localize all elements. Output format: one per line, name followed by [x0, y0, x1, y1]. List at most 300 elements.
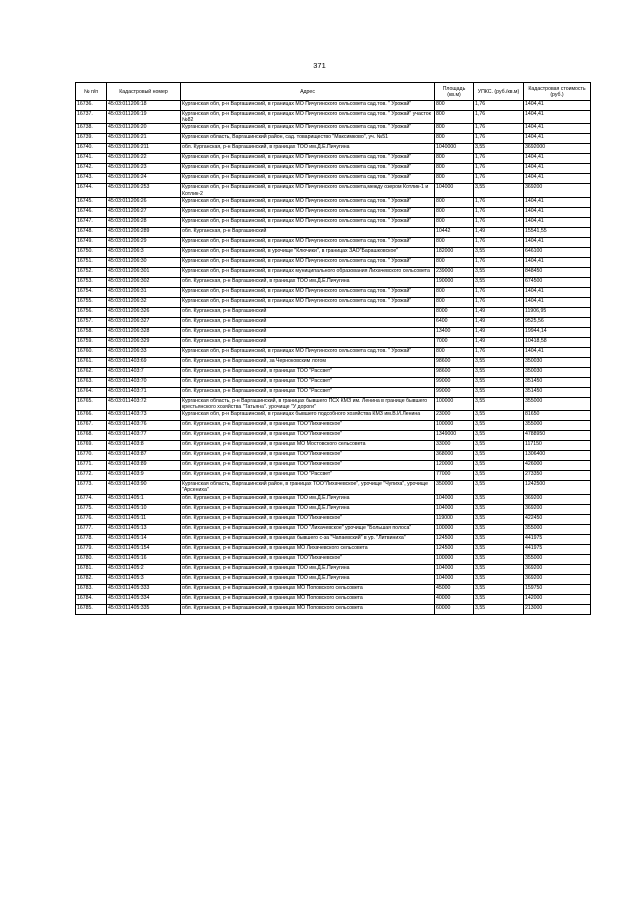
row-number: 16762. — [76, 367, 107, 377]
upks: 1,76 — [474, 111, 524, 124]
table-row — [76, 431, 591, 441]
upks: 3,55 — [474, 184, 524, 197]
upks: 3,55 — [474, 377, 524, 387]
cadastral-number: 45:03:011206:31 — [107, 287, 181, 297]
cadastral-number: 45:03:011206:301 — [107, 267, 181, 277]
table-row — [76, 101, 591, 111]
cadastral-number: 45:03:011403:9 — [107, 471, 181, 481]
upks: 3,55 — [474, 387, 524, 397]
cadastral-cost: 1404,41 — [524, 297, 591, 307]
upks: 1,76 — [474, 347, 524, 357]
cadastral-cost: 351450 — [524, 377, 591, 387]
table-row — [76, 247, 591, 257]
cadastral-cost: 1404,41 — [524, 164, 591, 174]
row-number: 16775. — [76, 504, 107, 514]
upks: 3,55 — [474, 247, 524, 257]
cadastral-cost: 4788950 — [524, 431, 591, 441]
table-row — [76, 377, 591, 387]
row-number: 16756. — [76, 307, 107, 317]
area: 10442 — [435, 227, 474, 237]
table-row — [76, 134, 591, 144]
address: Курганская обл, р-н Варгашинский, в границах МО Пичугинского сельсовета сад.тов. " Урожай" — [181, 347, 435, 357]
address: обл. Курганская, р-н Варгашинский, в границах ТОО "Рассвет" — [181, 471, 435, 481]
address: Курганская обл, р-н Варгашинский, в границах МО Пичугинского сельсовета сад.тов. " Урожай" — [181, 154, 435, 164]
table-row — [76, 471, 591, 481]
cadastral-number: 45:03:011206:27 — [107, 207, 181, 217]
table-row — [76, 504, 591, 514]
address: обл. Курганская, р-н Варгашинский, в границах ТОО им.Д.Е.Пичугина — [181, 504, 435, 514]
cadastral-cost: 355000 — [524, 524, 591, 534]
row-number: 16776. — [76, 514, 107, 524]
area: 104000 — [435, 494, 474, 504]
area: 800 — [435, 207, 474, 217]
area: 800 — [435, 164, 474, 174]
upks: 3,55 — [474, 514, 524, 524]
upks: 3,55 — [474, 411, 524, 421]
area: 800 — [435, 101, 474, 111]
cadastral-cost: 674500 — [524, 277, 591, 287]
table-row — [76, 111, 591, 124]
area: 190000 — [435, 277, 474, 287]
row-number: 16740. — [76, 144, 107, 154]
area: 239000 — [435, 267, 474, 277]
row-number: 16774. — [76, 494, 107, 504]
cadastral-number: 45:03:011405:2 — [107, 564, 181, 574]
row-number: 16769. — [76, 441, 107, 451]
upks: 3,55 — [474, 504, 524, 514]
upks: 1,76 — [474, 237, 524, 247]
cadastral-number: 45:03:011403:70 — [107, 377, 181, 387]
cadastral-cost: 1242500 — [524, 481, 591, 494]
header-cadastral-number: Кадастровый номер — [107, 83, 181, 101]
table-row — [76, 514, 591, 524]
cadastral-cost: 11906,95 — [524, 307, 591, 317]
address: обл. Курганская, р-н Варгашинский, в границах ТОО"Лихачевское" — [181, 451, 435, 461]
address: Курганская обл, р-н Варгашинский, в границах МО Пичугинского сельсовета сад.тов. " Урожай" — [181, 197, 435, 207]
row-number: 16782. — [76, 574, 107, 584]
cadastral-number: 45:03:011206:326 — [107, 307, 181, 317]
row-number: 16766. — [76, 411, 107, 421]
table-row — [76, 594, 591, 604]
header-area: Площадь (кв.м) — [435, 83, 474, 101]
upks: 3,55 — [474, 431, 524, 441]
table-row — [76, 267, 591, 277]
cadastral-cost: 646100 — [524, 247, 591, 257]
area: 100000 — [435, 524, 474, 534]
row-number: 16748. — [76, 227, 107, 237]
address: обл. Курганская, р-н Варгашинский — [181, 227, 435, 237]
cadastral-number: 45:03:011206:23 — [107, 164, 181, 174]
cadastral-number: 45:03:011206:211 — [107, 144, 181, 154]
cadastral-cost: 426000 — [524, 461, 591, 471]
header-address: Адрес — [181, 83, 435, 101]
cadastral-number: 45:03:011206:20 — [107, 124, 181, 134]
row-number: 16772. — [76, 471, 107, 481]
cadastral-number: 45:03:011206:22 — [107, 154, 181, 164]
upks: 1,49 — [474, 227, 524, 237]
row-number: 16754. — [76, 287, 107, 297]
row-number: 16741. — [76, 154, 107, 164]
cadastral-number: 45:03:011206:289 — [107, 227, 181, 237]
address: обл. Курганская, р-н Варгашинский, в границах ТОО"Лихачевское" — [181, 431, 435, 441]
address: обл. Курганская, р-н Варгашинский, в границах ТОО"Лихачевское" — [181, 461, 435, 471]
row-number: 16753. — [76, 277, 107, 287]
area: 1040000 — [435, 144, 474, 154]
cadastral-number: 45:03:011206:24 — [107, 174, 181, 184]
cadastral-cost: 1306400 — [524, 451, 591, 461]
row-number: 16779. — [76, 544, 107, 554]
address: Курганская обл, р-н Варгашинский, в границах бывшего подсобного хозяйства КМЗ им.В.И.Ленина — [181, 411, 435, 421]
area: 800 — [435, 257, 474, 267]
cadastral-number: 45:03:011403:71 — [107, 387, 181, 397]
upks: 3,55 — [474, 604, 524, 614]
address: обл. Курганская, р-н Варгашинский, в границах ТОО им.Д.Е.Пичугина — [181, 494, 435, 504]
upks: 3,55 — [474, 451, 524, 461]
cadastral-cost: 369200 — [524, 564, 591, 574]
table-row — [76, 421, 591, 431]
header-cadastral-cost: Кадастровая стоимость (руб.) — [524, 83, 591, 101]
area: 104000 — [435, 564, 474, 574]
row-number: 16755. — [76, 297, 107, 307]
table-row — [76, 174, 591, 184]
cadastral-cost: 1404,41 — [524, 197, 591, 207]
cadastral-number: 45:03:011405:16 — [107, 554, 181, 564]
area: 800 — [435, 174, 474, 184]
cadastral-number: 45:03:011403:72 — [107, 397, 181, 410]
cadastral-cost: 1404,41 — [524, 287, 591, 297]
area: 100000 — [435, 554, 474, 564]
cadastral-number: 45:03:011206:19 — [107, 111, 181, 124]
area: 800 — [435, 237, 474, 247]
upks: 3,55 — [474, 357, 524, 367]
cadastral-cost: 441975 — [524, 544, 591, 554]
cadastral-cost: 1404,41 — [524, 237, 591, 247]
row-number: 16746. — [76, 207, 107, 217]
area: 800 — [435, 154, 474, 164]
cadastral-number: 45:03:011206:32 — [107, 297, 181, 307]
table-row — [76, 574, 591, 584]
cadastral-number: 45:03:011405:1 — [107, 494, 181, 504]
table-row — [76, 481, 591, 494]
area: 800 — [435, 217, 474, 227]
cadastral-cost: 848450 — [524, 267, 591, 277]
area: 104000 — [435, 504, 474, 514]
row-number: 16777. — [76, 524, 107, 534]
row-number: 16780. — [76, 554, 107, 564]
cadastral-number: 45:03:011405:333 — [107, 584, 181, 594]
row-number: 16736. — [76, 101, 107, 111]
area: 77000 — [435, 471, 474, 481]
row-number: 16763. — [76, 377, 107, 387]
address: обл. Курганская, р-н Варгашинский, в границах МО Мостовского сельсовета — [181, 441, 435, 451]
upks: 3,55 — [474, 544, 524, 554]
cadastral-number: 45:03:011206:26 — [107, 197, 181, 207]
cadastral-cost: 1404,41 — [524, 154, 591, 164]
upks: 1,76 — [474, 101, 524, 111]
area: 45000 — [435, 584, 474, 594]
table-row — [76, 197, 591, 207]
cadastral-cost: 355000 — [524, 397, 591, 410]
table-row — [76, 227, 591, 237]
upks: 1,76 — [474, 134, 524, 144]
upks: 1,49 — [474, 327, 524, 337]
row-number: 16757. — [76, 317, 107, 327]
table-row — [76, 207, 591, 217]
table-header — [76, 83, 591, 101]
row-number: 16751. — [76, 257, 107, 267]
cadastral-number: 45:03:011206:329 — [107, 337, 181, 347]
row-number: 16765. — [76, 397, 107, 410]
area: 800 — [435, 134, 474, 144]
upks: 1,76 — [474, 297, 524, 307]
table-row — [76, 564, 591, 574]
cadastral-cost: 159750 — [524, 584, 591, 594]
cadastral-cost: 351450 — [524, 387, 591, 397]
cadastral-number: 45:03:011403:76 — [107, 421, 181, 431]
upks: 1,49 — [474, 307, 524, 317]
cadastral-cost: 350030 — [524, 357, 591, 367]
table-row — [76, 544, 591, 554]
upks: 3,55 — [474, 471, 524, 481]
address: обл. Курганская, р-н Варгашинский, в границах ТОО"Лихачевское" — [181, 554, 435, 564]
table-row — [76, 287, 591, 297]
table-row — [76, 554, 591, 564]
area: 33000 — [435, 441, 474, 451]
cadastral-cost: 369200 — [524, 184, 591, 197]
row-number: 16738. — [76, 124, 107, 134]
cadastral-cost: 9525,56 — [524, 317, 591, 327]
upks: 1,49 — [474, 317, 524, 327]
upks: 3,55 — [474, 277, 524, 287]
cadastral-cost: 1404,41 — [524, 111, 591, 124]
cadastral-cost: 1404,41 — [524, 174, 591, 184]
row-number: 16759. — [76, 337, 107, 347]
cadastral-cost: 142000 — [524, 594, 591, 604]
cadastral-number: 45:03:011403:87 — [107, 451, 181, 461]
upks: 1,76 — [474, 124, 524, 134]
row-number: 16778. — [76, 534, 107, 544]
cadastral-cost: 213000 — [524, 604, 591, 614]
address: обл. Курганская, р-н Варгашинский, в границах МО Поповского сельсовета — [181, 604, 435, 614]
row-number: 16764. — [76, 387, 107, 397]
table-row — [76, 357, 591, 367]
address: обл. Курганская, р-н Варгашинский, в границах ТОО им.Д.Е.Пичугина — [181, 144, 435, 154]
upks: 3,55 — [474, 584, 524, 594]
area: 40000 — [435, 594, 474, 604]
page-number: 371 — [313, 61, 326, 70]
table-row — [76, 237, 591, 247]
area: 800 — [435, 287, 474, 297]
area: 800 — [435, 297, 474, 307]
area: 104000 — [435, 184, 474, 197]
address: обл. Курганская, р-н Варгашинский, в границах МО Поповского сельсовета — [181, 584, 435, 594]
address: Курганская обл, р-н Варгашинский, в границах МО Пичугинского сельсовета сад.тов. " Урожай" — [181, 217, 435, 227]
cadastral-number: 45:03:011206:18 — [107, 101, 181, 111]
area: 120000 — [435, 461, 474, 471]
cadastral-number: 45:03:011405:14 — [107, 534, 181, 544]
address: обл. Курганская, р-н Варгашинский, в границах ТОО "Рассвет" — [181, 387, 435, 397]
address: обл. Курганская, р-н Варгашинский, в границах МО Лихачевского сельсовета — [181, 544, 435, 554]
cadastral-cost: 273350 — [524, 471, 591, 481]
cadastral-number: 45:03:011206:328 — [107, 327, 181, 337]
row-number: 16744. — [76, 184, 107, 197]
cadastral-cost: 369200 — [524, 504, 591, 514]
row-number: 16761. — [76, 357, 107, 367]
address: Курганская обл, р-н Варгашинский, в границах МО Пичугинского сельсовета,между озером Котлик-1 и Котлик-2 — [181, 184, 435, 197]
upks: 3,55 — [474, 367, 524, 377]
address: обл. Курганская, р-н Варгашинский — [181, 317, 435, 327]
table-row — [76, 584, 591, 594]
area: 98600 — [435, 367, 474, 377]
address: Курганская обл, р-н Варгашинский, в границах МО Пичугинского сельсовета сад.тов. " Урожай" — [181, 237, 435, 247]
address: Курганская обл, р-н Варгашинский, в урочище "Ключики", в границах ЗАО"Барашковское" — [181, 247, 435, 257]
area: 119000 — [435, 514, 474, 524]
address: Курганская обл, р-н Варгашинский, в границах МО Пичугинского сельсовета сад.тов. " Урожай" — [181, 297, 435, 307]
upks: 3,55 — [474, 534, 524, 544]
table-row — [76, 277, 591, 287]
area: 7000 — [435, 337, 474, 347]
address: Курганская обл, р-н Варгашинский, в границах МО Пичугинского сельсовета сад.тов. " Урожай" — [181, 124, 435, 134]
cadastral-number: 45:03:011206:302 — [107, 277, 181, 287]
address: Курганская обл, р-н Варгашинский, в границах МО Пичугинского сельсовета сад.тов. " Урожай" участок №82 — [181, 111, 435, 124]
area: 182000 — [435, 247, 474, 257]
upks: 1,76 — [474, 154, 524, 164]
area: 800 — [435, 111, 474, 124]
cadastral-table — [75, 82, 591, 615]
area: 124500 — [435, 534, 474, 544]
table-row — [76, 217, 591, 227]
area: 800 — [435, 124, 474, 134]
cadastral-number: 45:03:011206:33 — [107, 347, 181, 357]
upks: 3,55 — [474, 574, 524, 584]
area: 6400 — [435, 317, 474, 327]
row-number: 16784. — [76, 594, 107, 604]
table-row — [76, 317, 591, 327]
upks: 3,55 — [474, 564, 524, 574]
row-number: 16773. — [76, 481, 107, 494]
upks: 3,55 — [474, 421, 524, 431]
cadastral-cost: 117150 — [524, 441, 591, 451]
upks: 1,76 — [474, 164, 524, 174]
row-number: 16758. — [76, 327, 107, 337]
area: 23000 — [435, 411, 474, 421]
cadastral-cost: 1404,41 — [524, 347, 591, 357]
address: Курганская область, Варгашинский район, в границах ТОО"Лихачевское", урочище "Чупиха", урочище "Арсениха" — [181, 481, 435, 494]
address: обл. Курганская, р-н Варгашинский — [181, 307, 435, 317]
cadastral-cost: 1404,41 — [524, 217, 591, 227]
table-row — [76, 441, 591, 451]
row-number: 16737. — [76, 111, 107, 124]
table-row — [76, 307, 591, 317]
table-row — [76, 347, 591, 357]
address: обл. Курганская, р-н Варгашинский, в границах ТОО им.Д.Е.Пичугина — [181, 574, 435, 584]
row-number: 16770. — [76, 451, 107, 461]
address: Курганская обл, р-н Варгашинский, в границах МО Пичугинского сельсовета сад.тов. " Урожай" — [181, 257, 435, 267]
cadastral-cost: 15541,55 — [524, 227, 591, 237]
address: Курганская обл, р-н Варгашинский, в границах МО Пичугинского сельсовета сад.тов. " Урожай" — [181, 101, 435, 111]
cadastral-number: 45:03:011405:3 — [107, 574, 181, 584]
upks: 1,76 — [474, 287, 524, 297]
table-row — [76, 604, 591, 614]
cadastral-number: 45:03:011403:73 — [107, 411, 181, 421]
upks: 3,55 — [474, 594, 524, 604]
row-number: 16752. — [76, 267, 107, 277]
cadastral-number: 45:03:011206:253 — [107, 184, 181, 197]
table-body — [76, 101, 591, 615]
cadastral-number: 45:03:011206:28 — [107, 217, 181, 227]
cadastral-cost: 441975 — [524, 534, 591, 544]
address: обл. Курганская, р-н Варгашинский, в границах ТОО"Лихачевское" — [181, 421, 435, 431]
table-row — [76, 164, 591, 174]
table-row — [76, 184, 591, 197]
cadastral-cost: 1404,41 — [524, 134, 591, 144]
cadastral-number: 45:03:011405:334 — [107, 594, 181, 604]
table-row — [76, 154, 591, 164]
cadastral-cost: 355000 — [524, 421, 591, 431]
table-row — [76, 367, 591, 377]
table-row — [76, 524, 591, 534]
upks: 1,49 — [474, 337, 524, 347]
upks: 1,76 — [474, 207, 524, 217]
address: Курганская обл, р-н Варгашинский, в границах муниципального образования Лихачевского сельсовета — [181, 267, 435, 277]
area: 100000 — [435, 397, 474, 410]
address: обл. Курганская, р-н Варгашинский, в границах ТОО "Лихачевское" урочище "Большая полоса" — [181, 524, 435, 534]
cadastral-number: 45:03:011403:89 — [107, 461, 181, 471]
upks: 1,76 — [474, 174, 524, 184]
row-number: 16742. — [76, 164, 107, 174]
address: Курганская обл, р-н Варгашинский, в границах МО Пичугинского сельсовета сад.тов. " Урожай" — [181, 174, 435, 184]
address: Курганская область, Варгашинский район, сад. товарищество "Максимково", уч. №51 — [181, 134, 435, 144]
row-number: 16785. — [76, 604, 107, 614]
row-number: 16739. — [76, 134, 107, 144]
cadastral-number: 45:03:011405:335 — [107, 604, 181, 614]
area: 104000 — [435, 574, 474, 584]
cadastral-number: 45:03:011405:154 — [107, 544, 181, 554]
area: 60000 — [435, 604, 474, 614]
area: 8000 — [435, 307, 474, 317]
upks: 3,55 — [474, 494, 524, 504]
address: обл. Курганская, р-н Варгашинский, в границах ТОО им.Д.Е.Пичугина — [181, 277, 435, 287]
header-number: № п/п — [76, 83, 107, 101]
cadastral-cost: 10418,58 — [524, 337, 591, 347]
address: обл. Курганская, р-н Варгашинский, в границах ТОО"Лихачевское" — [181, 514, 435, 524]
cadastral-cost: 19944,14 — [524, 327, 591, 337]
upks: 3,55 — [474, 267, 524, 277]
upks: 3,55 — [474, 144, 524, 154]
cadastral-number: 45:03:011403:7 — [107, 367, 181, 377]
table-row — [76, 257, 591, 267]
address: Курганская область, р-н Варгашинский, в границах бывшего ПСХ КМЗ им. Ленина в границе бывшего крестьянского хозяйства "Татьяна". урочище "У дороги" — [181, 397, 435, 410]
upks: 3,55 — [474, 461, 524, 471]
row-number: 16781. — [76, 564, 107, 574]
table-row — [76, 124, 591, 134]
row-number: 16750. — [76, 247, 107, 257]
cadastral-cost: 81650 — [524, 411, 591, 421]
address: обл. Курганская, р-н Варгашинский, в границах бывшего с-за "Чапаевский" в ур. "Литвиниха" — [181, 534, 435, 544]
address: Курганская обл, р-н Варгашинский, в границах МО Пичугинского сельсовета сад.тов. " Урожай" — [181, 207, 435, 217]
area: 800 — [435, 197, 474, 207]
cadastral-number: 45:03:011206:327 — [107, 317, 181, 327]
cadastral-cost: 369200 — [524, 494, 591, 504]
cadastral-cost: 1404,41 — [524, 101, 591, 111]
row-number: 16743. — [76, 174, 107, 184]
cadastral-number: 45:03:011206:29 — [107, 237, 181, 247]
header-upks: УПКС. (руб./кв.м) — [474, 83, 524, 101]
area: 99000 — [435, 387, 474, 397]
cadastral-cost: 3692000 — [524, 144, 591, 154]
row-number: 16760. — [76, 347, 107, 357]
area: 99000 — [435, 377, 474, 387]
